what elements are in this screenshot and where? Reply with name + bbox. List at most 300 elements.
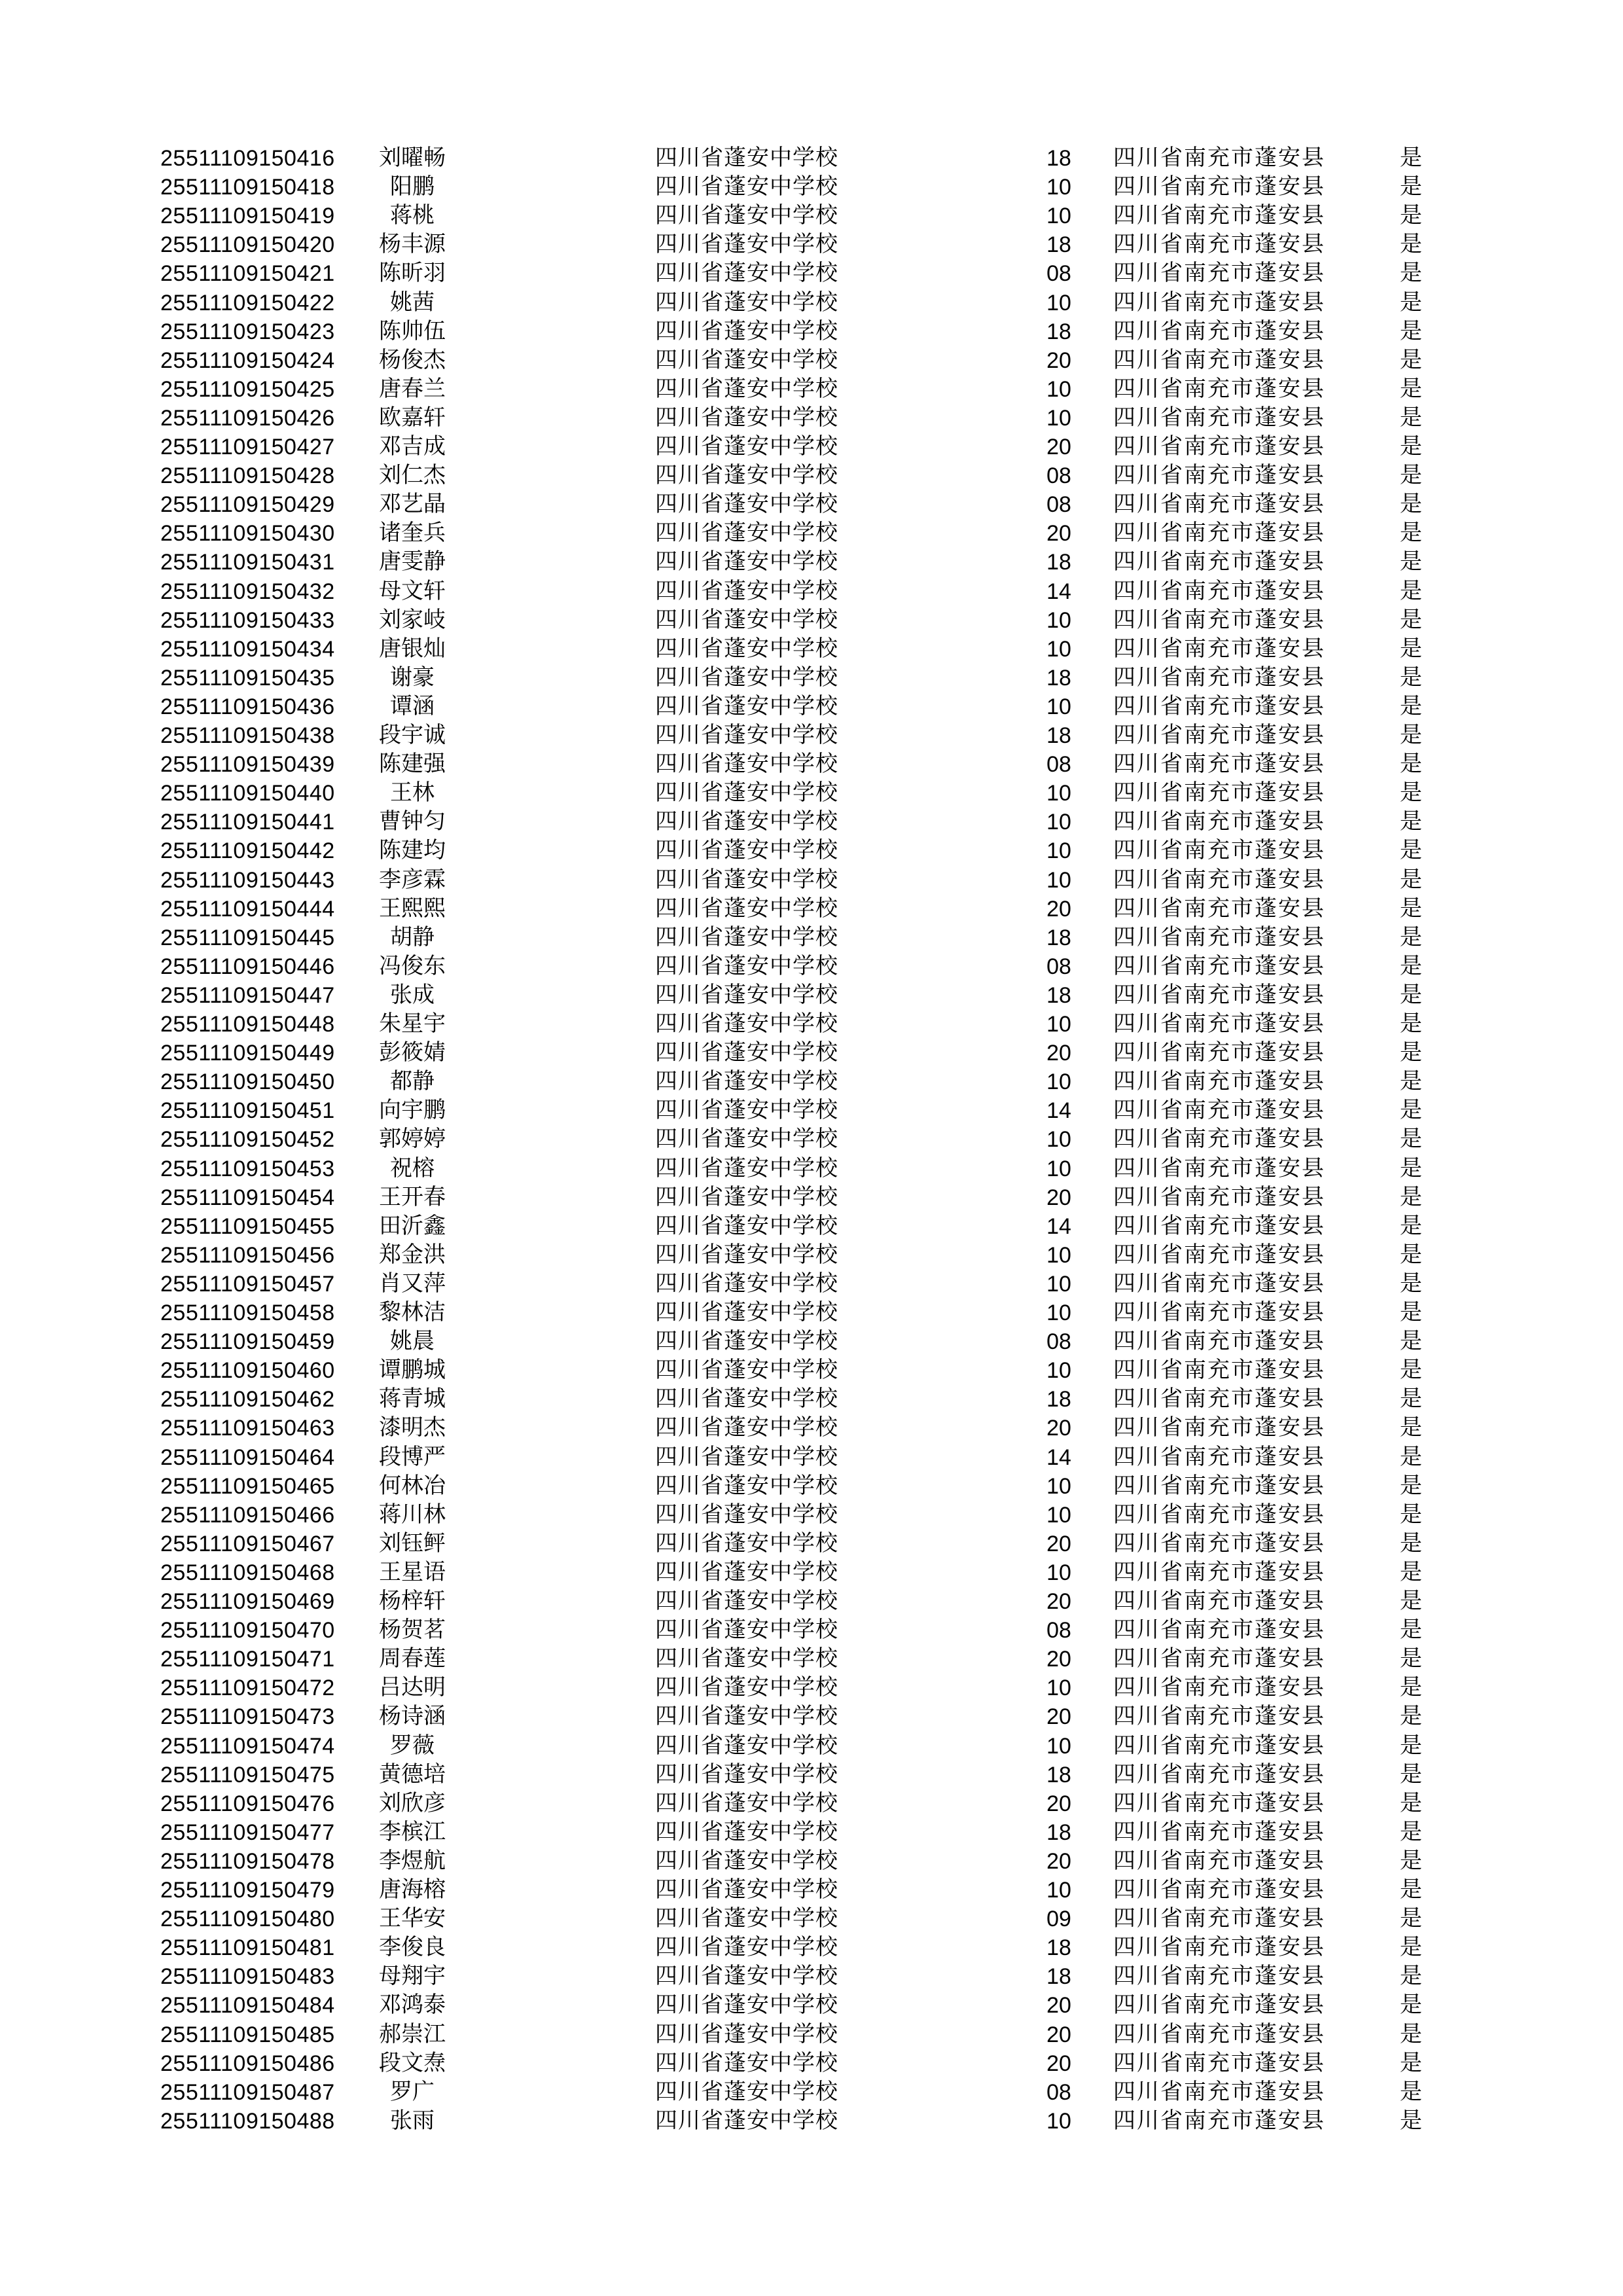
region-cell: 四川省南充市蓬安县 <box>1113 1271 1325 1296</box>
student-name-cell: 诸奎兵 <box>379 521 446 546</box>
flag-cell: 是 <box>1400 1213 1422 1238</box>
school-cell: 四川省蓬安中学校 <box>655 1242 838 1267</box>
student-id-cell: 25511109150451 <box>160 1098 335 1124</box>
region-cell: 四川省南充市蓬安县 <box>1113 579 1325 603</box>
student-id-cell: 25511109150454 <box>160 1185 335 1210</box>
student-id-cell: 25511109150466 <box>160 1502 335 1528</box>
flag-cell: 是 <box>1400 781 1422 806</box>
student-name-cell: 唐雯静 <box>379 550 446 575</box>
table-row <box>0 635 1623 664</box>
flag-cell: 是 <box>1400 1502 1422 1527</box>
flag-cell: 是 <box>1400 1935 1422 1960</box>
flag-cell: 是 <box>1400 867 1422 892</box>
student-id-cell: 25511109150473 <box>160 1704 335 1730</box>
student-name-cell: 漆明杰 <box>379 1416 446 1441</box>
student-id-cell: 25511109150436 <box>160 694 335 719</box>
student-name-cell: 郭婷婷 <box>379 1127 446 1152</box>
region-cell: 四川省南充市蓬安县 <box>1113 1213 1325 1238</box>
student-id-cell: 25511109150425 <box>160 376 335 402</box>
student-name-cell: 谭鹏城 <box>379 1358 446 1383</box>
fee-cell: 14 <box>1046 1213 1071 1239</box>
table-row <box>0 1501 1623 1530</box>
region-cell: 四川省南充市蓬安县 <box>1113 204 1325 228</box>
student-id-cell: 25511109150420 <box>160 232 335 258</box>
student-id-cell: 25511109150444 <box>160 896 335 922</box>
student-name-cell: 张雨 <box>390 2108 435 2133</box>
table-row <box>0 259 1623 288</box>
fee-cell: 10 <box>1046 867 1071 893</box>
student-id-cell: 25511109150469 <box>160 1589 335 1614</box>
student-id-cell: 25511109150476 <box>160 1791 335 1816</box>
fee-cell: 18 <box>1046 665 1071 691</box>
flag-cell: 是 <box>1400 376 1422 401</box>
school-cell: 四川省蓬安中学校 <box>655 175 838 200</box>
school-cell: 四川省蓬安中学校 <box>655 463 838 488</box>
student-name-cell: 都静 <box>390 1069 435 1094</box>
student-name-cell: 刘钰鲆 <box>379 1531 446 1556</box>
student-id-cell: 25511109150448 <box>160 1012 335 1037</box>
region-cell: 四川省南充市蓬安县 <box>1113 492 1325 517</box>
student-name-cell: 郝崇江 <box>379 2022 446 2047</box>
flag-cell: 是 <box>1400 1329 1422 1354</box>
table-row <box>0 981 1623 1010</box>
student-name-cell: 杨贺茗 <box>379 1618 446 1643</box>
fee-cell: 10 <box>1046 1733 1071 1759</box>
flag-cell: 是 <box>1400 1012 1422 1036</box>
fee-cell: 10 <box>1046 204 1071 229</box>
table-row <box>0 289 1623 317</box>
region-cell: 四川省南充市蓬安县 <box>1113 810 1325 834</box>
student-id-cell: 25511109150440 <box>160 781 335 806</box>
fee-cell: 10 <box>1046 1300 1071 1325</box>
school-cell: 四川省蓬安中学校 <box>655 781 838 806</box>
region-cell: 四川省南充市蓬安县 <box>1113 1387 1325 1412</box>
school-cell: 四川省蓬安中学校 <box>655 954 838 978</box>
school-cell: 四川省蓬安中学校 <box>655 636 838 661</box>
student-name-cell: 曹钟匀 <box>379 810 446 834</box>
flag-cell: 是 <box>1400 1676 1422 1700</box>
student-id-cell: 25511109150416 <box>160 146 335 171</box>
table-row <box>0 1039 1623 1067</box>
region-cell: 四川省南充市蓬安县 <box>1113 1185 1325 1210</box>
school-cell: 四川省蓬安中学校 <box>655 694 838 719</box>
table-row <box>0 606 1623 635</box>
school-cell: 四川省蓬安中学校 <box>655 1416 838 1441</box>
table-row <box>0 1385 1623 1414</box>
school-cell: 四川省蓬安中学校 <box>655 1329 838 1354</box>
fee-cell: 08 <box>1046 492 1071 518</box>
table-row <box>0 1962 1623 1991</box>
region-cell: 四川省南充市蓬安县 <box>1113 925 1325 950</box>
table-row <box>0 404 1623 433</box>
table-row <box>0 1991 1623 2020</box>
region-cell: 四川省南充市蓬安县 <box>1113 1589 1325 1613</box>
student-name-cell: 刘欣彦 <box>379 1791 446 1816</box>
school-cell: 四川省蓬安中学校 <box>655 1589 838 1613</box>
student-id-cell: 25511109150429 <box>160 492 335 518</box>
fee-cell: 09 <box>1046 1907 1071 1932</box>
flag-cell: 是 <box>1400 2079 1422 2104</box>
table-row <box>0 1558 1623 1587</box>
student-id-cell: 25511109150432 <box>160 579 335 604</box>
region-cell: 四川省南充市蓬安县 <box>1113 319 1325 344</box>
student-id-cell: 25511109150431 <box>160 550 335 575</box>
student-name-cell: 欧嘉轩 <box>379 405 446 430</box>
region-cell: 四川省南充市蓬安县 <box>1113 1300 1325 1325</box>
student-name-cell: 刘曜畅 <box>379 146 446 170</box>
region-cell: 四川省南充市蓬安县 <box>1113 896 1325 921</box>
school-cell: 四川省蓬安中学校 <box>655 2022 838 2047</box>
student-name-cell: 肖又萍 <box>379 1271 446 1296</box>
student-name-cell: 姚晨 <box>390 1329 435 1354</box>
table-row <box>0 1241 1623 1270</box>
table-row <box>0 924 1623 952</box>
flag-cell: 是 <box>1400 636 1422 661</box>
fee-cell: 10 <box>1046 694 1071 719</box>
region-cell: 四川省南充市蓬安县 <box>1113 1127 1325 1152</box>
region-cell: 四川省南充市蓬安县 <box>1113 1473 1325 1498</box>
fee-cell: 20 <box>1046 1647 1071 1672</box>
flag-cell: 是 <box>1400 925 1422 950</box>
fee-cell: 10 <box>1046 636 1071 662</box>
fee-cell: 08 <box>1046 463 1071 489</box>
fee-cell: 10 <box>1046 2108 1071 2134</box>
school-cell: 四川省蓬安中学校 <box>655 665 838 690</box>
flag-cell: 是 <box>1400 2022 1422 2047</box>
student-id-cell: 25511109150456 <box>160 1242 335 1268</box>
flag-cell: 是 <box>1400 752 1422 777</box>
student-name-cell: 唐银灿 <box>379 636 446 661</box>
region-cell: 四川省南充市蓬安县 <box>1113 1560 1325 1585</box>
flag-cell: 是 <box>1400 1647 1422 1672</box>
student-id-cell: 25511109150423 <box>160 319 335 344</box>
student-id-cell: 25511109150433 <box>160 607 335 633</box>
student-name-cell: 周春莲 <box>379 1647 446 1672</box>
student-name-cell: 陈帅伍 <box>379 319 446 344</box>
flag-cell: 是 <box>1400 521 1422 546</box>
region-cell: 四川省南充市蓬安县 <box>1113 1444 1325 1469</box>
school-cell: 四川省蓬安中学校 <box>655 838 838 863</box>
table-row <box>0 1876 1623 1905</box>
school-cell: 四川省蓬安中学校 <box>655 319 838 344</box>
table-row <box>0 375 1623 404</box>
table-row <box>0 490 1623 519</box>
flag-cell: 是 <box>1400 175 1422 200</box>
fee-cell: 18 <box>1046 1935 1071 1961</box>
region-cell: 四川省南充市蓬安县 <box>1113 261 1325 286</box>
region-cell: 四川省南充市蓬安县 <box>1113 1069 1325 1094</box>
flag-cell: 是 <box>1400 290 1422 315</box>
student-name-cell: 王林 <box>390 781 435 806</box>
table-row <box>0 346 1623 375</box>
region-cell: 四川省南充市蓬安县 <box>1113 1416 1325 1441</box>
table-row <box>0 1327 1623 1356</box>
table-row <box>0 1299 1623 1327</box>
student-id-cell: 25511109150430 <box>160 521 335 547</box>
student-id-cell: 25511109150478 <box>160 1848 335 1874</box>
region-cell: 四川省南充市蓬安县 <box>1113 1964 1325 1989</box>
table-row <box>0 1010 1623 1039</box>
student-id-cell: 25511109150439 <box>160 752 335 778</box>
table-row <box>0 1674 1623 1702</box>
region-cell: 四川省南充市蓬安县 <box>1113 1907 1325 1931</box>
flag-cell: 是 <box>1400 2108 1422 2133</box>
school-cell: 四川省蓬安中学校 <box>655 1733 838 1758</box>
student-name-cell: 罗广 <box>390 2079 435 2104</box>
region-cell: 四川省南充市蓬安县 <box>1113 1242 1325 1267</box>
region-cell: 四川省南充市蓬安县 <box>1113 694 1325 719</box>
student-name-cell: 刘家岐 <box>379 607 446 632</box>
fee-cell: 18 <box>1046 1820 1071 1845</box>
student-id-cell: 25511109150462 <box>160 1387 335 1412</box>
fee-cell: 08 <box>1046 2079 1071 2105</box>
school-cell: 四川省蓬安中学校 <box>655 579 838 603</box>
fee-cell: 10 <box>1046 1127 1071 1153</box>
table-row <box>0 750 1623 779</box>
flag-cell: 是 <box>1400 1473 1422 1498</box>
student-id-cell: 25511109150449 <box>160 1041 335 1066</box>
region-cell: 四川省南充市蓬安县 <box>1113 1935 1325 1960</box>
school-cell: 四川省蓬安中学校 <box>655 1618 838 1643</box>
fee-cell: 08 <box>1046 954 1071 979</box>
table-row <box>0 433 1623 461</box>
school-cell: 四川省蓬安中学校 <box>655 261 838 286</box>
student-name-cell: 母文轩 <box>379 579 446 603</box>
student-name-cell: 杨丰源 <box>379 232 446 257</box>
region-cell: 四川省南充市蓬安县 <box>1113 1531 1325 1556</box>
region-cell: 四川省南充市蓬安县 <box>1113 290 1325 315</box>
fee-cell: 20 <box>1046 435 1071 459</box>
fee-cell: 18 <box>1046 982 1071 1008</box>
fee-cell: 10 <box>1046 1012 1071 1037</box>
flag-cell: 是 <box>1400 204 1422 228</box>
flag-cell: 是 <box>1400 261 1422 286</box>
fee-cell: 18 <box>1046 1387 1071 1412</box>
fee-cell: 10 <box>1046 405 1071 431</box>
school-cell: 四川省蓬安中学校 <box>655 521 838 546</box>
student-id-cell: 25511109150435 <box>160 665 335 691</box>
fee-cell: 10 <box>1046 1676 1071 1701</box>
school-cell: 四川省蓬安中学校 <box>655 1848 838 1873</box>
school-cell: 四川省蓬安中学校 <box>655 232 838 257</box>
school-cell: 四川省蓬安中学校 <box>655 1069 838 1094</box>
region-cell: 四川省南充市蓬安县 <box>1113 1502 1325 1527</box>
fee-cell: 18 <box>1046 723 1071 748</box>
region-cell: 四川省南充市蓬安县 <box>1113 1358 1325 1383</box>
student-name-cell: 陈昕羽 <box>379 261 446 286</box>
student-name-cell: 李彦霖 <box>379 867 446 892</box>
table-row <box>0 1645 1623 1674</box>
fee-cell: 18 <box>1046 1964 1071 1990</box>
school-cell: 四川省蓬安中学校 <box>655 1878 838 1902</box>
student-id-cell: 25511109150442 <box>160 838 335 864</box>
flag-cell: 是 <box>1400 1098 1422 1123</box>
fee-cell: 10 <box>1046 1560 1071 1585</box>
region-cell: 四川省南充市蓬安县 <box>1113 1878 1325 1902</box>
region-cell: 四川省南充市蓬安县 <box>1113 1676 1325 1700</box>
school-cell: 四川省蓬安中学校 <box>655 1127 838 1152</box>
student-name-cell: 祝榕 <box>390 1156 435 1181</box>
fee-cell: 18 <box>1046 550 1071 575</box>
student-name-cell: 黄德培 <box>379 1762 446 1787</box>
school-cell: 四川省蓬安中学校 <box>655 492 838 517</box>
region-cell: 四川省南充市蓬安县 <box>1113 232 1325 257</box>
fee-cell: 10 <box>1046 1271 1071 1297</box>
student-name-cell: 刘仁杰 <box>379 463 446 488</box>
student-id-cell: 25511109150487 <box>160 2079 335 2105</box>
table-row <box>0 866 1623 895</box>
flag-cell: 是 <box>1400 1791 1422 1816</box>
student-name-cell: 王熙熙 <box>379 896 446 921</box>
flag-cell: 是 <box>1400 1733 1422 1758</box>
flag-cell: 是 <box>1400 492 1422 517</box>
school-cell: 四川省蓬安中学校 <box>655 290 838 315</box>
fee-cell: 20 <box>1046 1416 1071 1441</box>
fee-cell: 20 <box>1046 2051 1071 2076</box>
fee-cell: 20 <box>1046 1848 1071 1874</box>
student-id-cell: 25511109150477 <box>160 1820 335 1845</box>
student-name-cell: 段宇诚 <box>379 723 446 747</box>
table-row <box>0 317 1623 346</box>
student-id-cell: 25511109150427 <box>160 435 335 459</box>
table-row <box>0 1155 1623 1183</box>
table-row <box>0 2049 1623 2078</box>
student-id-cell: 25511109150458 <box>160 1300 335 1325</box>
flag-cell: 是 <box>1400 405 1422 430</box>
student-id-cell: 25511109150421 <box>160 261 335 287</box>
table-row <box>0 952 1623 981</box>
fee-cell: 10 <box>1046 1069 1071 1095</box>
school-cell: 四川省蓬安中学校 <box>655 1531 838 1556</box>
student-name-cell: 李煜航 <box>379 1848 446 1873</box>
student-id-cell: 25511109150467 <box>160 1531 335 1556</box>
table-row <box>0 144 1623 173</box>
student-name-cell: 杨俊杰 <box>379 348 446 372</box>
school-cell: 四川省蓬安中学校 <box>655 607 838 632</box>
school-cell: 四川省蓬安中学校 <box>655 1041 838 1066</box>
table-row <box>0 1067 1623 1096</box>
school-cell: 四川省蓬安中学校 <box>655 1676 838 1700</box>
school-cell: 四川省蓬安中学校 <box>655 1791 838 1816</box>
table-row <box>0 1096 1623 1125</box>
flag-cell: 是 <box>1400 1531 1422 1556</box>
student-name-cell: 何林冶 <box>379 1473 446 1498</box>
fee-cell: 18 <box>1046 925 1071 950</box>
student-id-cell: 25511109150441 <box>160 810 335 835</box>
school-cell: 四川省蓬安中学校 <box>655 1762 838 1787</box>
student-id-cell: 25511109150453 <box>160 1156 335 1181</box>
table-row <box>0 1530 1623 1558</box>
fee-cell: 18 <box>1046 146 1071 171</box>
school-cell: 四川省蓬安中学校 <box>655 2079 838 2104</box>
student-id-cell: 25511109150422 <box>160 290 335 315</box>
school-cell: 四川省蓬安中学校 <box>655 1358 838 1383</box>
student-name-cell: 朱星宇 <box>379 1012 446 1036</box>
student-name-cell: 田沂鑫 <box>379 1213 446 1238</box>
flag-cell: 是 <box>1400 723 1422 747</box>
fee-cell: 10 <box>1046 290 1071 315</box>
school-cell: 四川省蓬安中学校 <box>655 1935 838 1960</box>
student-name-cell: 吕达明 <box>379 1676 446 1700</box>
table-row <box>0 721 1623 750</box>
fee-cell: 20 <box>1046 348 1071 373</box>
flag-cell: 是 <box>1400 1820 1422 1844</box>
student-id-cell: 25511109150426 <box>160 405 335 431</box>
table-row <box>0 1702 1623 1731</box>
fee-cell: 08 <box>1046 261 1071 287</box>
region-cell: 四川省南充市蓬安县 <box>1113 982 1325 1007</box>
fee-cell: 20 <box>1046 1531 1071 1556</box>
student-id-cell: 25511109150471 <box>160 1647 335 1672</box>
region-cell: 四川省南充市蓬安县 <box>1113 1012 1325 1036</box>
flag-cell: 是 <box>1400 607 1422 632</box>
region-cell: 四川省南充市蓬安县 <box>1113 2079 1325 2104</box>
table-row <box>0 836 1623 865</box>
region-cell: 四川省南充市蓬安县 <box>1113 723 1325 747</box>
flag-cell: 是 <box>1400 1358 1422 1383</box>
student-id-cell: 25511109150484 <box>160 1993 335 2018</box>
region-cell: 四川省南充市蓬安县 <box>1113 607 1325 632</box>
school-cell: 四川省蓬安中学校 <box>655 867 838 892</box>
flag-cell: 是 <box>1400 982 1422 1007</box>
student-id-cell: 25511109150460 <box>160 1358 335 1384</box>
school-cell: 四川省蓬安中学校 <box>655 435 838 459</box>
table-row <box>0 2020 1623 2049</box>
student-id-cell: 25511109150463 <box>160 1416 335 1441</box>
fee-cell: 18 <box>1046 319 1071 344</box>
student-name-cell: 母翔宇 <box>379 1964 446 1989</box>
student-name-cell: 李俊良 <box>379 1935 446 1960</box>
school-cell: 四川省蓬安中学校 <box>655 1502 838 1527</box>
school-cell: 四川省蓬安中学校 <box>655 146 838 170</box>
table-row <box>0 779 1623 808</box>
region-cell: 四川省南充市蓬安县 <box>1113 1329 1325 1354</box>
table-row <box>0 2078 1623 2107</box>
school-cell: 四川省蓬安中学校 <box>655 1907 838 1931</box>
student-name-cell: 张成 <box>390 982 435 1007</box>
flag-cell: 是 <box>1400 1907 1422 1931</box>
flag-cell: 是 <box>1400 1762 1422 1787</box>
region-cell: 四川省南充市蓬安县 <box>1113 867 1325 892</box>
table-row <box>0 1356 1623 1385</box>
flag-cell: 是 <box>1400 838 1422 863</box>
flag-cell: 是 <box>1400 1444 1422 1469</box>
student-id-cell: 25511109150443 <box>160 867 335 893</box>
student-id-cell: 25511109150479 <box>160 1878 335 1903</box>
school-cell: 四川省蓬安中学校 <box>655 1213 838 1238</box>
table-row <box>0 664 1623 692</box>
student-id-cell: 25511109150472 <box>160 1676 335 1701</box>
region-cell: 四川省南充市蓬安县 <box>1113 376 1325 401</box>
fee-cell: 20 <box>1046 1993 1071 2018</box>
student-name-cell: 杨梓轩 <box>379 1589 446 1613</box>
student-name-cell: 陈建均 <box>379 838 446 863</box>
school-cell: 四川省蓬安中学校 <box>655 1560 838 1585</box>
fee-cell: 10 <box>1046 1156 1071 1181</box>
student-id-cell: 25511109150455 <box>160 1213 335 1239</box>
student-id-cell: 25511109150445 <box>160 925 335 950</box>
fee-cell: 10 <box>1046 781 1071 806</box>
student-id-cell: 25511109150452 <box>160 1127 335 1153</box>
school-cell: 四川省蓬安中学校 <box>655 1271 838 1296</box>
fee-cell: 20 <box>1046 896 1071 922</box>
student-name-cell: 谭涵 <box>390 694 435 719</box>
flag-cell: 是 <box>1400 319 1422 344</box>
fee-cell: 14 <box>1046 579 1071 604</box>
fee-cell: 20 <box>1046 1041 1071 1066</box>
region-cell: 四川省南充市蓬安县 <box>1113 954 1325 978</box>
flag-cell: 是 <box>1400 1041 1422 1066</box>
